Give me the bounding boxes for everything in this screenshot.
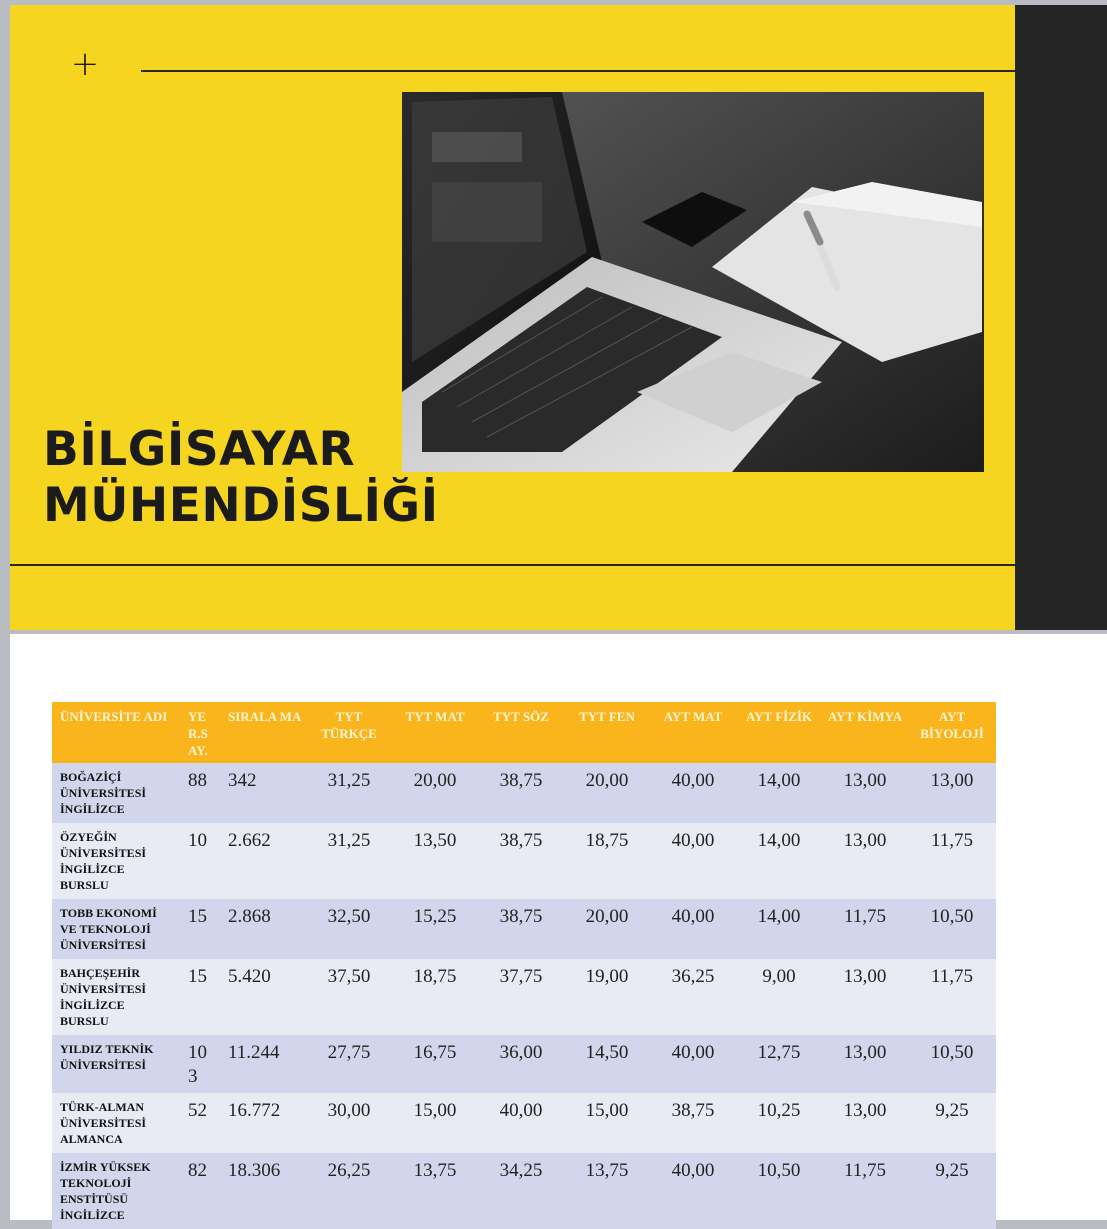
cell-tyt-mat: 15,25 xyxy=(392,899,478,959)
cell-ayt-biyoloji: 11,75 xyxy=(908,959,996,1035)
header-ayt-biyoloji: AYT BİYOLOJİ xyxy=(908,702,996,763)
cell-ranking: 2.662 xyxy=(220,823,306,899)
cell-tyt-turkce: 32,50 xyxy=(306,899,392,959)
cell-tyt-turkce: 31,25 xyxy=(306,823,392,899)
cell-tyt-mat: 16,75 xyxy=(392,1035,478,1093)
cell-tyt-soz: 38,75 xyxy=(478,899,564,959)
header-ayt-fizik: AYT FİZİK xyxy=(736,702,822,763)
cell-ayt-fizik: 9,00 xyxy=(736,959,822,1035)
top-divider xyxy=(141,70,1015,72)
cell-ayt-fizik: 10,50 xyxy=(736,1153,822,1229)
cell-ayt-kimya: 13,00 xyxy=(822,1093,908,1153)
cell-tyt-fen: 15,00 xyxy=(564,1093,650,1153)
cell-ayt-mat: 38,75 xyxy=(650,1093,736,1153)
header-tyt-fen: TYT FEN xyxy=(564,702,650,763)
title-line-1: BİLGİSAYAR xyxy=(43,422,356,477)
cell-university: BOĞAZİÇİ ÜNİVERSİTESİ İNGİLİZCE xyxy=(52,763,180,823)
table-row xyxy=(52,899,996,959)
cell-tyt-mat: 15,00 xyxy=(392,1093,478,1153)
cell-quota: 88 xyxy=(180,763,220,823)
cell-tyt-mat: 18,75 xyxy=(392,959,478,1035)
cell-tyt-turkce: 37,50 xyxy=(306,959,392,1035)
cell-ranking: 5.420 xyxy=(220,959,306,1035)
table-row xyxy=(52,959,996,1035)
header-quota: YE R.S AY. xyxy=(180,702,220,763)
cell-ayt-mat: 36,25 xyxy=(650,959,736,1035)
university-ranking-table xyxy=(52,702,996,1229)
page-title xyxy=(43,422,439,534)
dark-side-band xyxy=(1015,5,1107,630)
cell-university: BAHÇEŞEHİR ÜNİVERSİTESİ İNGİLİZCE BURSLU xyxy=(52,959,180,1035)
cell-university: YILDIZ TEKNİK ÜNİVERSİTESİ xyxy=(52,1035,180,1093)
cell-ayt-biyoloji: 9,25 xyxy=(908,1093,996,1153)
cell-tyt-soz: 34,25 xyxy=(478,1153,564,1229)
laptop-desk-photo xyxy=(402,92,984,472)
cell-ayt-kimya: 11,75 xyxy=(822,1153,908,1229)
cell-university: İZMİR YÜKSEK TEKNOLOJİ ENSTİTÜSÜ İNGİLİZCE xyxy=(52,1153,180,1229)
cell-ayt-mat: 40,00 xyxy=(650,823,736,899)
header-ayt-mat: AYT MAT xyxy=(650,702,736,763)
cell-ayt-kimya: 13,00 xyxy=(822,823,908,899)
header-tyt-soz: TYT SÖZ xyxy=(478,702,564,763)
header-university: ÜNİVERSİTE ADI xyxy=(52,702,180,763)
cell-ranking: 11.244 xyxy=(220,1035,306,1093)
header-tyt-turkce: TYT TÜRKÇE xyxy=(306,702,392,763)
header-ayt-kimya: AYT KİMYA xyxy=(822,702,908,763)
table-header-row xyxy=(52,702,996,763)
cell-quota: 15 xyxy=(180,899,220,959)
cell-ayt-biyoloji: 10,50 xyxy=(908,899,996,959)
cell-ayt-fizik: 10,25 xyxy=(736,1093,822,1153)
cell-ayt-kimya: 13,00 xyxy=(822,763,908,823)
cell-ayt-mat: 40,00 xyxy=(650,763,736,823)
cell-tyt-soz: 40,00 xyxy=(478,1093,564,1153)
cell-ayt-biyoloji: 10,50 xyxy=(908,1035,996,1093)
cell-tyt-fen: 19,00 xyxy=(564,959,650,1035)
header-tyt-mat: TYT MAT xyxy=(392,702,478,763)
cell-ayt-fizik: 14,00 xyxy=(736,763,822,823)
title-slide xyxy=(10,5,1107,630)
cell-quota: 10 xyxy=(180,823,220,899)
cell-tyt-mat: 13,75 xyxy=(392,1153,478,1229)
cell-university: TOBB EKONOMİ VE TEKNOLOJİ ÜNİVERSİTESİ xyxy=(52,899,180,959)
cell-ayt-kimya: 13,00 xyxy=(822,1035,908,1093)
cell-ayt-biyoloji: 9,25 xyxy=(908,1153,996,1229)
cell-tyt-soz: 36,00 xyxy=(478,1035,564,1093)
cell-tyt-soz: 37,75 xyxy=(478,959,564,1035)
table-row xyxy=(52,763,996,823)
cell-ranking: 18.306 xyxy=(220,1153,306,1229)
table-page xyxy=(10,634,1107,1220)
cell-ranking: 16.772 xyxy=(220,1093,306,1153)
cell-ayt-mat: 40,00 xyxy=(650,1035,736,1093)
bottom-divider xyxy=(10,564,1015,566)
cell-ranking: 2.868 xyxy=(220,899,306,959)
laptop-illustration xyxy=(402,92,984,472)
cell-tyt-soz: 38,75 xyxy=(478,823,564,899)
cell-ayt-biyoloji: 13,00 xyxy=(908,763,996,823)
cell-tyt-mat: 20,00 xyxy=(392,763,478,823)
cell-ayt-biyoloji: 11,75 xyxy=(908,823,996,899)
cell-tyt-turkce: 27,75 xyxy=(306,1035,392,1093)
title-line-2: MÜHENDİSLİĞİ xyxy=(43,478,439,533)
cell-tyt-mat: 13,50 xyxy=(392,823,478,899)
cell-quota: 15 xyxy=(180,959,220,1035)
cell-tyt-fen: 14,50 xyxy=(564,1035,650,1093)
cell-tyt-turkce: 31,25 xyxy=(306,763,392,823)
cell-ranking: 342 xyxy=(220,763,306,823)
cell-quota: 82 xyxy=(180,1153,220,1229)
cell-ayt-mat: 40,00 xyxy=(650,1153,736,1229)
cell-ayt-fizik: 14,00 xyxy=(736,823,822,899)
cell-university: ÖZYEĞİN ÜNİVERSİTESİ İNGİLİZCE BURSLU xyxy=(52,823,180,899)
plus-icon: + xyxy=(70,44,100,84)
cell-tyt-fen: 18,75 xyxy=(564,823,650,899)
cell-university: TÜRK-ALMAN ÜNİVERSİTESİ ALMANCA xyxy=(52,1093,180,1153)
table-row xyxy=(52,823,996,899)
cell-tyt-fen: 20,00 xyxy=(564,899,650,959)
cell-ayt-fizik: 12,75 xyxy=(736,1035,822,1093)
cell-tyt-turkce: 26,25 xyxy=(306,1153,392,1229)
cell-ayt-kimya: 13,00 xyxy=(822,959,908,1035)
header-ranking: SIRALA MA xyxy=(220,702,306,763)
table-row xyxy=(52,1153,996,1229)
table-row xyxy=(52,1035,996,1093)
cell-tyt-fen: 20,00 xyxy=(564,763,650,823)
cell-quota: 52 xyxy=(180,1093,220,1153)
cell-quota: 10 3 xyxy=(180,1035,220,1093)
cell-tyt-fen: 13,75 xyxy=(564,1153,650,1229)
cell-ayt-mat: 40,00 xyxy=(650,899,736,959)
cell-tyt-turkce: 30,00 xyxy=(306,1093,392,1153)
cell-ayt-fizik: 14,00 xyxy=(736,899,822,959)
table-row xyxy=(52,1093,996,1153)
cell-tyt-soz: 38,75 xyxy=(478,763,564,823)
cell-ayt-kimya: 11,75 xyxy=(822,899,908,959)
